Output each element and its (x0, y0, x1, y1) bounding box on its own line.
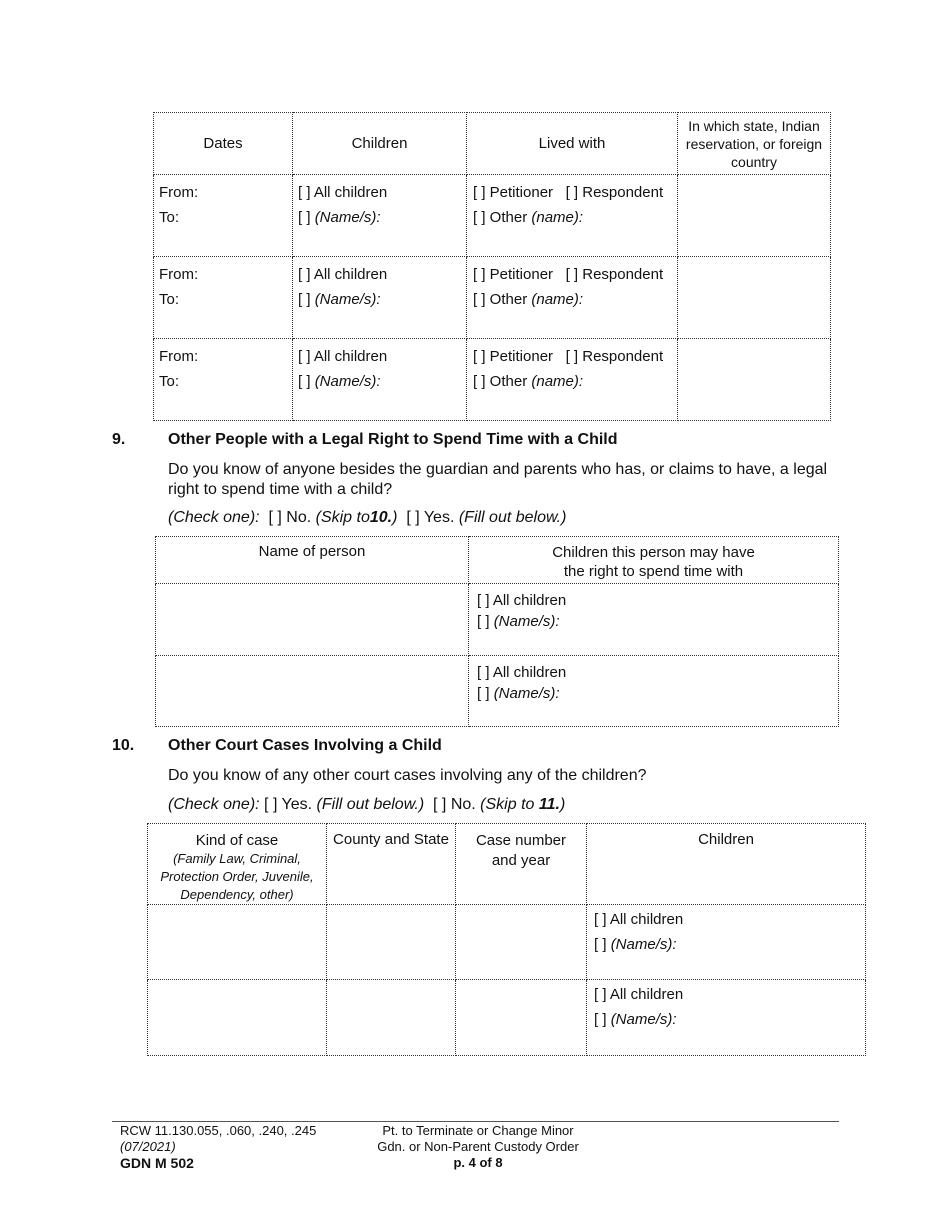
footer-title-line2: Gdn. or Non-Parent Custody Order (377, 1139, 579, 1154)
footer-form-id: GDN M 502 (120, 1155, 194, 1171)
all-children-checkbox[interactable]: [ ] All children (477, 592, 567, 609)
kind-cell[interactable] (148, 905, 327, 980)
other-checkbox[interactable]: [ ] Other (473, 291, 528, 308)
skip-close: ) (559, 796, 566, 813)
names-checkbox[interactable]: [ ] (298, 291, 311, 308)
table-row (154, 339, 831, 421)
table-row (148, 905, 866, 980)
section-10-title: Other Court Cases Involving a Child (168, 737, 442, 754)
fill-label: (Fill out below.) (458, 509, 567, 526)
respondent-checkbox[interactable]: [ ] Respondent (565, 348, 664, 365)
section-9-number: 9. (112, 431, 126, 448)
names-checkbox[interactable]: [ ] (594, 936, 607, 953)
kind-sub-label: (Family Law, Criminal, Protection Order, Juvenile, Dependency, other) (160, 851, 314, 902)
table-header-row (154, 113, 831, 175)
section-10-check-line (168, 795, 833, 815)
footer-center (358, 1123, 598, 1171)
all-children-checkbox[interactable]: [ ] All children (594, 986, 684, 1003)
from-label: From: (159, 348, 199, 365)
to-label: To: (159, 291, 180, 308)
no-checkbox[interactable]: [ ] No. (268, 509, 312, 526)
footer-date: (07/2021) (120, 1139, 176, 1154)
case-number-cell[interactable] (456, 905, 587, 980)
to-label: To: (159, 373, 180, 390)
section-9-check-line (168, 508, 833, 528)
all-children-checkbox[interactable]: [ ] All children (298, 266, 388, 283)
skip-label: (Skip to (315, 509, 370, 526)
skip-number: 11. (538, 796, 560, 813)
table-header-row (156, 537, 839, 584)
kind-label: Kind of case (195, 832, 279, 849)
header-state: In which state, Indian reservation, or foreign country (678, 113, 831, 175)
names-checkbox[interactable]: [ ] (477, 685, 490, 702)
other-label: (name): (531, 209, 584, 226)
court-cases-table (147, 823, 866, 1056)
section-10-question: Do you know of any other court cases involving any of the children? (168, 767, 647, 784)
table-row (156, 584, 839, 656)
person-name-cell[interactable] (156, 656, 469, 727)
petitioner-checkbox[interactable]: [ ] Petitioner (473, 266, 554, 283)
petitioner-checkbox[interactable]: [ ] Petitioner (473, 184, 554, 201)
names-label: (Name/s): (314, 291, 381, 308)
header-name-of-person: Name of person (156, 537, 469, 584)
header-county: County and State (327, 824, 456, 905)
footer-rcw: RCW 11.130.055, .060, .240, .245 (120, 1123, 317, 1138)
footer-page-number: p. 4 of 8 (453, 1155, 503, 1170)
to-label: To: (159, 209, 180, 226)
all-children-checkbox[interactable]: [ ] All children (298, 348, 388, 365)
check-one-label: (Check one): (168, 509, 260, 526)
all-children-checkbox[interactable]: [ ] All children (298, 184, 388, 201)
header-children-line2: the right to spend time with (563, 563, 744, 580)
names-label: (Name/s): (314, 373, 381, 390)
from-label: From: (159, 184, 199, 201)
header-children-time (469, 537, 839, 584)
section-10-number: 10. (112, 737, 135, 754)
names-label: (Name/s): (610, 1011, 677, 1028)
respondent-checkbox[interactable]: [ ] Respondent (565, 266, 664, 283)
respondent-checkbox[interactable]: [ ] Respondent (565, 184, 664, 201)
fill-label: (Fill out below.) (316, 796, 425, 813)
table-row (156, 656, 839, 727)
header-lived-with: Lived with (467, 113, 678, 175)
skip-number: 10. (369, 509, 393, 526)
table-row (154, 257, 831, 339)
from-label: From: (159, 266, 199, 283)
section-9-title: Other People with a Legal Right to Spend Time with a Child (168, 431, 618, 448)
other-label: (name): (531, 373, 584, 390)
state-cell[interactable] (678, 257, 831, 339)
names-checkbox[interactable]: [ ] (298, 373, 311, 390)
person-name-cell[interactable] (156, 584, 469, 656)
header-dates: Dates (154, 113, 293, 175)
petitioner-checkbox[interactable]: [ ] Petitioner (473, 348, 554, 365)
skip-close: ) (392, 509, 398, 526)
footer-divider (112, 1121, 839, 1122)
header-children: Children (587, 824, 866, 905)
table-row (154, 175, 831, 257)
case-number-cell[interactable] (456, 980, 587, 1056)
other-label: (name): (531, 291, 584, 308)
section-9-question: Do you know of anyone besides the guardian and parents who has, or claims to have, a legal right to spend time with a child? (168, 461, 828, 498)
state-cell[interactable] (678, 175, 831, 257)
residence-history-table (153, 112, 831, 421)
county-cell[interactable] (327, 905, 456, 980)
names-checkbox[interactable]: [ ] (298, 209, 311, 226)
names-checkbox[interactable]: [ ] (594, 1011, 607, 1028)
names-label: (Name/s): (314, 209, 381, 226)
names-label: (Name/s): (610, 936, 677, 953)
kind-cell[interactable] (148, 980, 327, 1056)
names-label: (Name/s): (493, 685, 560, 702)
other-checkbox[interactable]: [ ] Other (473, 209, 528, 226)
header-kind-of-case (148, 824, 327, 905)
table-header-row (148, 824, 866, 905)
legal-right-table (155, 536, 839, 727)
yes-checkbox[interactable]: [ ] Yes. (406, 509, 455, 526)
all-children-checkbox[interactable]: [ ] All children (477, 664, 567, 681)
no-checkbox[interactable]: [ ] No. (433, 796, 476, 813)
table-row (148, 980, 866, 1056)
all-children-checkbox[interactable]: [ ] All children (594, 911, 684, 928)
names-checkbox[interactable]: [ ] (477, 613, 490, 630)
county-cell[interactable] (327, 980, 456, 1056)
yes-checkbox[interactable]: [ ] Yes. (264, 796, 313, 813)
header-children: Children (293, 113, 467, 175)
header-case-number: Case number and year (456, 824, 587, 905)
skip-label: (Skip to (480, 796, 535, 813)
state-cell[interactable] (678, 339, 831, 421)
other-checkbox[interactable]: [ ] Other (473, 373, 528, 390)
check-one-label: (Check one): (168, 796, 260, 813)
footer-left (120, 1123, 316, 1171)
footer-title-line1: Pt. to Terminate or Change Minor (382, 1123, 574, 1138)
header-children-line1: Children this person may have (552, 544, 755, 561)
names-label: (Name/s): (493, 613, 560, 630)
